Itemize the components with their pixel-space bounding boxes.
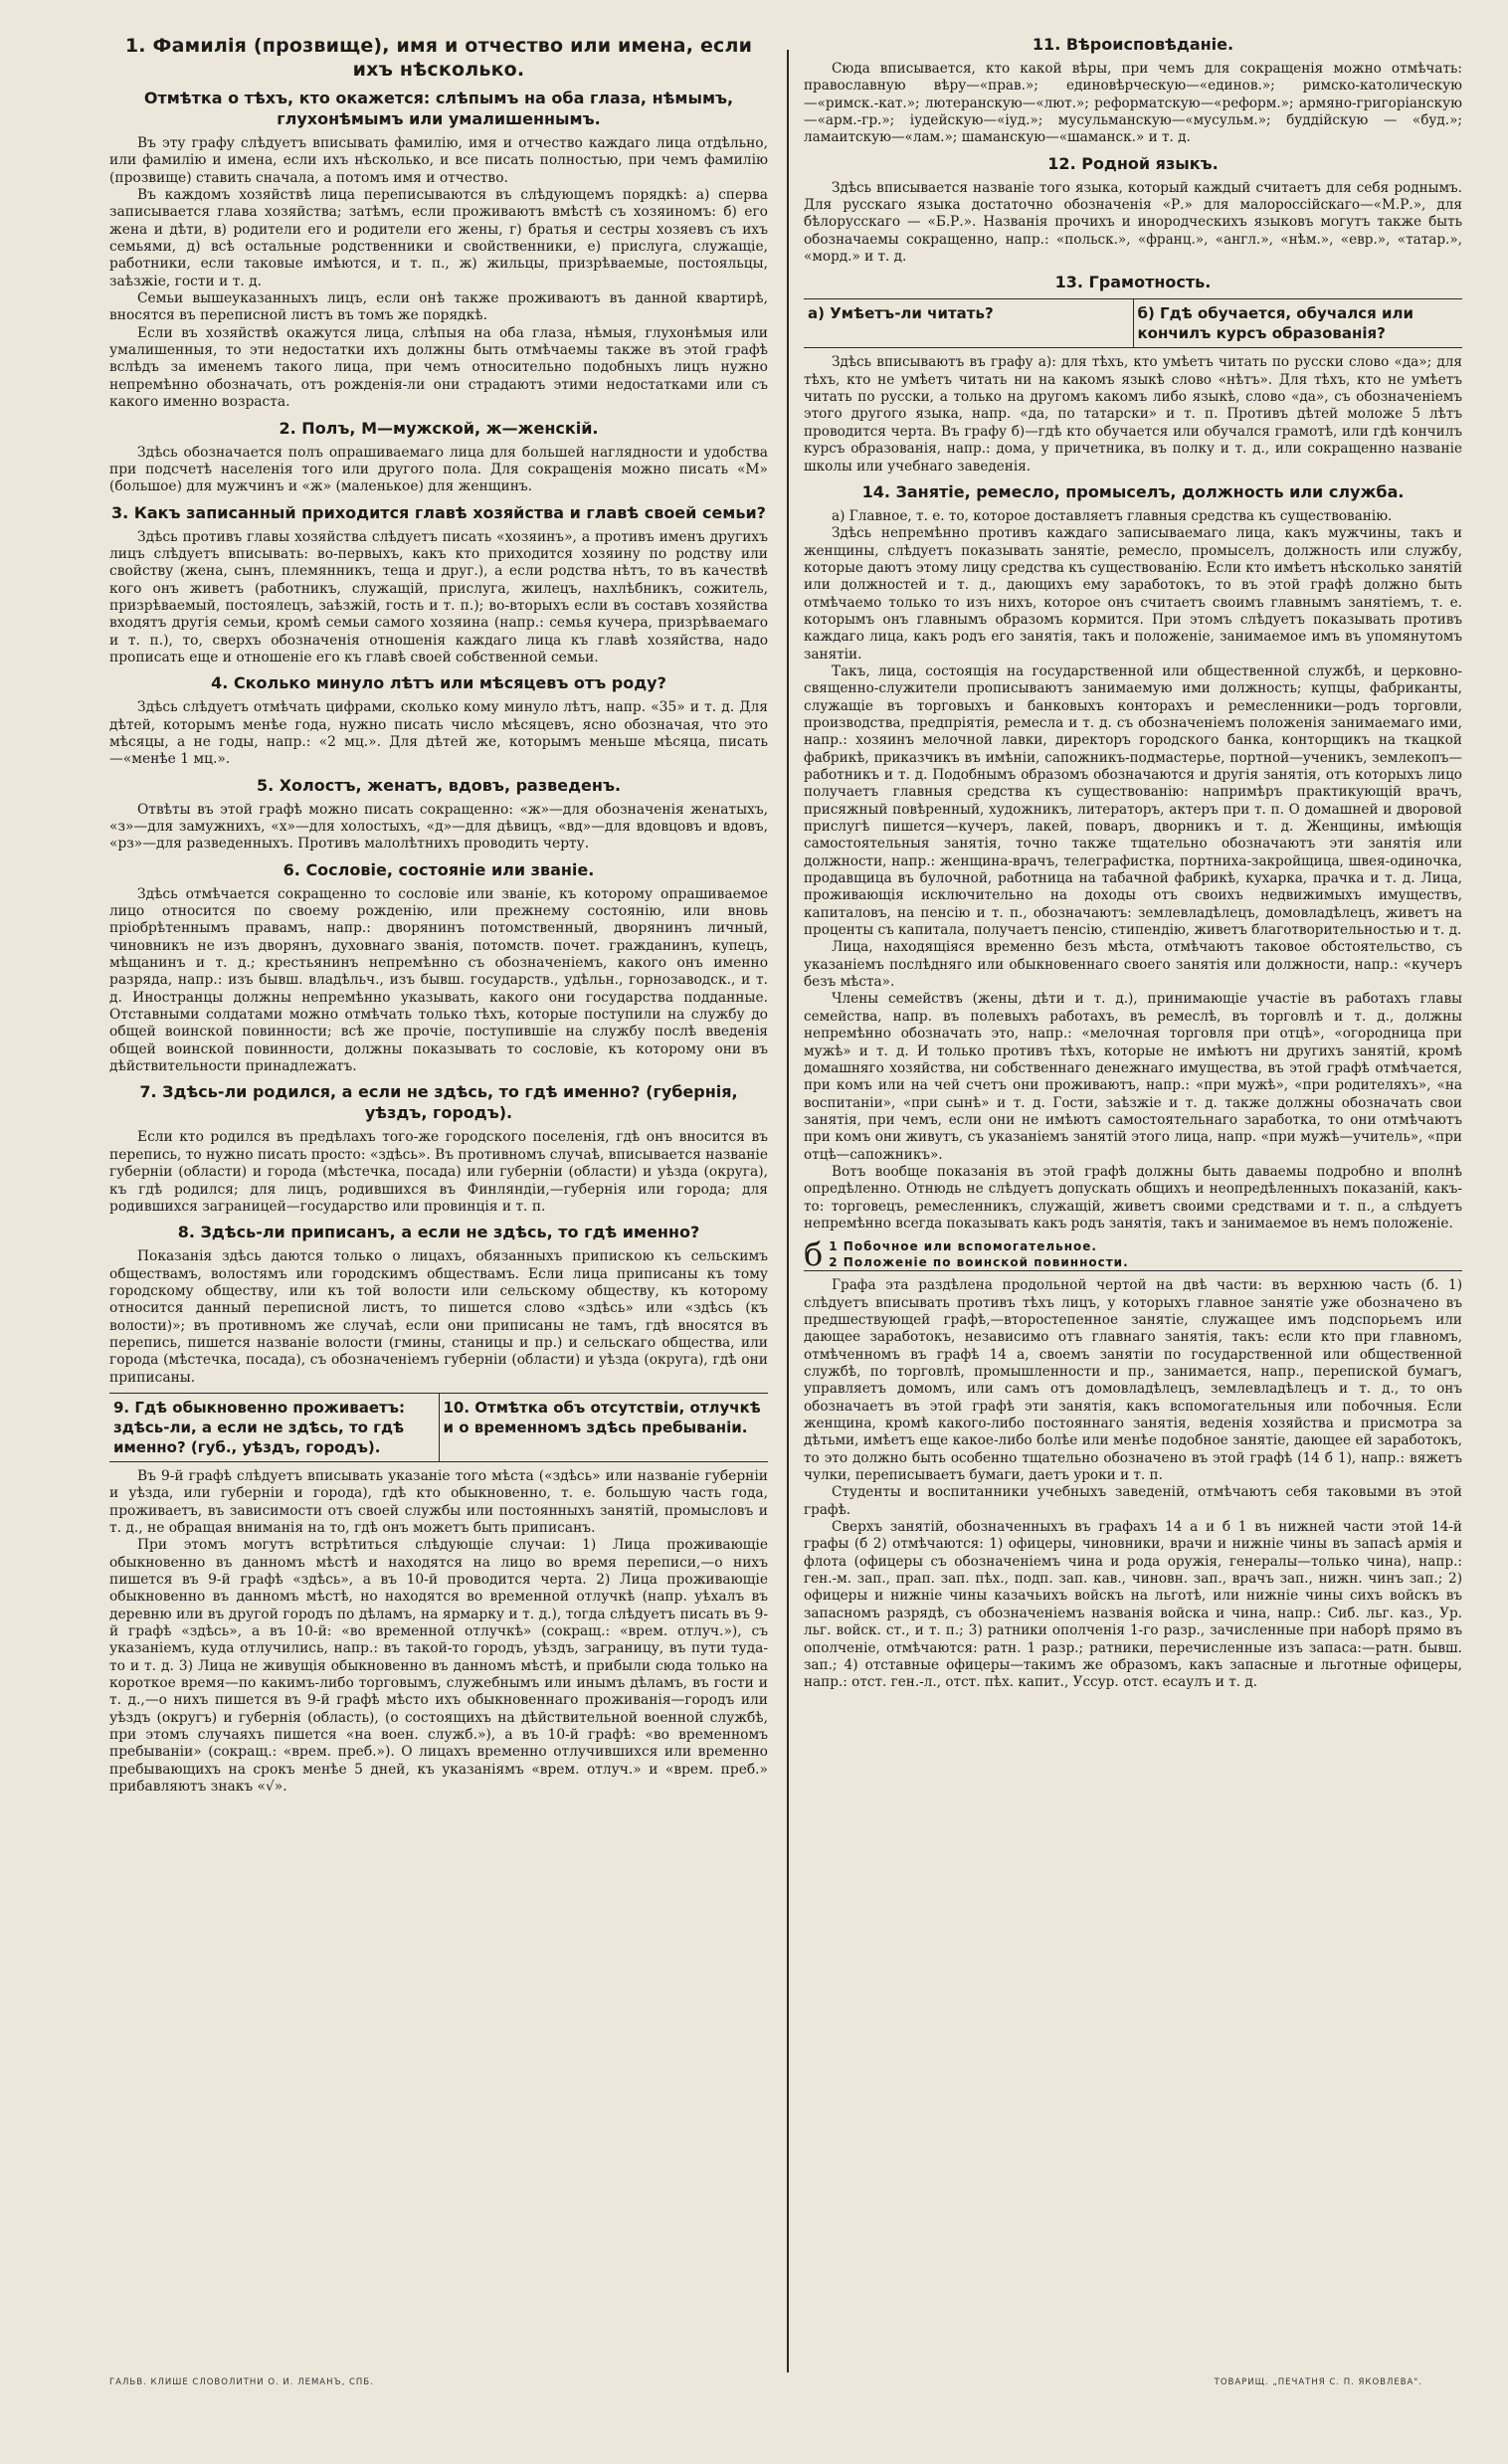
printer-note-left: ГАЛЬВ. КЛИШЕ СЛОВОЛИТНИ О. И. ЛЕМАНЪ, СПБ. [109, 2377, 374, 2387]
section-13b-cell [1133, 299, 1463, 347]
section-1-subheading: Отмѣтка о тѣхъ, кто окажется: слѣпымъ на оба глаза, нѣмымъ, глухонѣмымъ или умалишеннымъ. [143, 89, 734, 128]
section-4-para: Здѣсь слѣдуетъ отмѣчать цифрами, сколько кому минуло лѣтъ, напр. «35» и т. д. Для дѣтей, которымъ менѣе года, нужно писать число мѣсяцевъ, ясно обозначая, что это мѣсяцы, а не годы, напр.: «2 мц.». Для дѣтей же, которымъ меньше мѣсяца, писать—«менѣе 1 мц.». [109, 699, 768, 768]
section-14b-subheader [804, 1235, 1462, 1274]
section-13-para: Здѣсь вписываютъ въ графу а): для тѣхъ, кто умѣетъ читать по русски слово «да»; для тѣхъ, кто не умѣетъ читать ни на какомъ языкѣ слово «нѣтъ». Для тѣхъ, кто не умѣетъ читать по русски, а только на другомъ какомъ либо языкѣ, слово «да», съ обозначеніемъ этого другого языка, напр. «да, по татарски» и т. п. Противъ дѣтей моложе 5 лѣтъ проводится черта. Въ графу б)—гдѣ кто обучается или обучался грамотѣ, или гдѣ кончилъ курсъ образованія, напр.: дома, у причетника, въ полку и т. д., или сокращенно названіе школы или учебнаго заведенія. [804, 354, 1462, 474]
section-12-para: Здѣсь вписывается названіе того языка, который каждый считаетъ для себя роднымъ. Для русскаго языка достаточно обозначенія «Р.» для малороссійскаго—«М.Р.», для бѣлорусскаго — «Б.Р.». Названія прочихъ и инородческихъ языковъ могутъ также быть обозначаемы сокращенно, напр.: «польск.», «франц.», «англ.», «нѣм.», «евр.», «татар.», «морд.» и т. д. [804, 179, 1462, 266]
section-3-para: Здѣсь противъ главы хозяйства слѣдуетъ писать «хозяинъ», а противъ именъ другихъ лицъ слѣдуетъ вписывать: во-первыхъ, какъ кто приходится хозяину по родству или свойству (жена, сынъ, племянникъ, теща и друг.), а если родства нѣтъ, то въ качествѣ кого онъ живетъ (работникъ, служащій, прислуга, жилецъ, нахлѣбникъ, сожитель, призрѣваемый, постоялецъ, заѣзжій, гость и т. п.); во-вторыхъ если въ составъ хозяйства входятъ другія семьи, кромѣ семьи самого хозяина (напр.: семья кучера, призрѣваемаго и т. п.), то, сверхъ обозначенія отношенія каждаго лица къ главѣ хозяйства, надо прописать еще и отношеніе его къ главѣ своей собственной семьи. [109, 528, 768, 665]
section-14-para-4: Лица, находящіяся временно безъ мѣста, отмѣчаютъ таковое обстоятельство, съ указаніемъ послѣдняго или обыкновеннаго своего занятія или должности, напр.: «кучеръ безъ мѣста». [804, 939, 1462, 991]
section-14b2-label: 2 Положеніе по воинской повинности. [829, 1255, 1129, 1270]
section-14b-letter: б [804, 1235, 824, 1274]
section-9-heading: 9. Гдѣ обыкновенно проживаетъ: здѣсь-ли, а если не здѣсь, то гдѣ именно? (губ., уѣздъ, городъ). [113, 1398, 405, 1456]
section-7-para: Если кто родился въ предѣлахъ того-же городского поселенія, гдѣ онъ вносится въ перепись, то нужно писать просто: «здѣсь». Въ противномъ случаѣ, вписывается названіе губерніи (области) и города (мѣстечка, посада) или губерніи (области) и уѣзда (округа), къ гдѣ родился; для лицъ, родившихся въ Финляндіи,—губернія или города; для родившихся заграницей—государство или провинція и т. п. [109, 1129, 768, 1215]
section-11-para: Сюда вписывается, кто какой вѣры, при чемъ для сокращенія можно отмѣчать: православную вѣру—«прав.»; единовѣрческую—«единов.»; римско-католическую—«римск.-кат.»; лютеранскую—«лют.»; реформатскую—«реформ.»; армяно-григоріанскую—«арм.-гр.»; іудейскую—«іуд.»; мусульманскую—«мусульм.»; буддійскую — «буд.»; ламаитскую—«лам.»; шаманскую—«шаманск.» и т. д. [804, 61, 1462, 146]
section-1-para-3: Семьи вышеуказанныхъ лицъ, если онѣ также проживаютъ въ данной квартирѣ, вносятся въ переписной листъ въ томъ же порядкѣ. [109, 290, 768, 324]
section-13a-heading: а) Умѣетъ-ли читать? [808, 304, 994, 323]
right-column [804, 28, 1462, 1692]
column-divider [787, 50, 789, 2372]
section-14-heading: 14. Занятіе, ремесло, промыселъ, должность или служба. [861, 481, 1405, 501]
section-14-para-1: а) Главное, т. е. то, которое доставляетъ главныя средства къ существованію. [832, 507, 1393, 524]
section-9-para-2: При этомъ могутъ встрѣтиться слѣдующіе случаи: 1) Лица проживающіе обыкновенно въ данномъ мѣстѣ и находятся на лицо во время переписи,—о нихъ пишется въ 9-й графѣ «здѣсь», а въ 10-й проводится черта. 2) Лица проживающіе обыкновенно въ данномъ мѣстѣ, но находятся во временной отлучкѣ (напр. уѣхалъ въ деревню или въ другой городъ по дѣламъ, на ярмарку и т. д.), тогда слѣдуетъ писать въ 9-й графѣ «здѣсь», а въ 10-й: «во временной отлучкѣ» (сокращ.: «врем. отлуч.»), съ указаніемъ, куда отлучились, напр.: въ такой-то городъ, уѣздъ, заграницу, въ пути туда-то и т. д. 3) Лица не живущія обыкновенно въ данномъ мѣстѣ, и прибыли сюда только на короткое время—по какимъ-либо торговымъ, служебнымъ или инымъ дѣламъ, въ гости и т. д.,—о нихъ пишется въ 9-й графѣ мѣсто ихъ обыкновеннаго проживанія—городъ или уѣздъ (округъ) и губернія (область), (о состоящихъ на дѣйствительной военной службѣ, при этомъ случаяхъ пишется «на воен. служб.»), а въ 10-й графѣ: «во временномъ пребываніи» (сокращ.: «врем. преб.»). О лицахъ временно отлучившихся или временно пребывающихъ на срокъ менѣе 5 дней, къ указаніямъ «врем. отлуч.» и «врем. преб.» прибавляютъ знакъ «√». [109, 1537, 768, 1796]
section-14b1-label: 1 Побочное или вспомогательное. [829, 1239, 1097, 1254]
section-9-10-header [109, 1393, 768, 1462]
section-8-heading: 8. Здѣсь-ли приписанъ, а если не здѣсь, то гдѣ именно? [177, 1223, 700, 1242]
section-9-cell [109, 1394, 439, 1461]
section-14-para-2: Здѣсь непремѣнно противъ каждаго записываемаго лица, какъ мужчины, такъ и женщины, слѣдуетъ показывать занятіе, ремесло, промыселъ, должность или службу, которые даютъ этому лицу средства къ существованію. Если кто имѣетъ нѣсколько занятій или должностей и т. д., дающихъ ему заработокъ, то въ этой графѣ должно быть отмѣчаемо только то изъ нихъ, которое онъ считаетъ своимъ главнымъ занятіемъ, т. е. которымъ онъ главнымъ образомъ кормится. При этомъ слѣдуетъ показывать противъ каждаго лица, какъ родъ его занятія, такъ и положеніе, занимаемое имъ въ упомянутомъ занятіи. [804, 525, 1462, 663]
section-14b-para-2: Студенты и воспитанники учебныхъ заведеній, отмѣчаютъ себя таковыми въ этой графѣ. [804, 1484, 1462, 1518]
section-3-heading: 3. Какъ записанный приходится главѣ хозяйства и главѣ своей семьи? [111, 502, 766, 522]
section-6-heading: 6. Сословіе, состояніе или званіе. [283, 859, 595, 879]
section-10-cell [439, 1394, 769, 1461]
section-6-para: Здѣсь отмѣчается сокращенно то сословіе или званіе, къ которому опрашиваемое лицо относится по своему рожденію, или прежнему состоянію, или вновь пріобрѣтеннымъ правамъ, напр.: дворянинъ потомственный, дворянинъ личный, чиновникъ не изъ дворянъ, духовнаго званія, потомств. почет. гражданинъ, купецъ, мѣщанинъ и т. д.; крестьянинъ непремѣнно съ обозначеніемъ, какого онъ именно разряда, напр.: изъ бывш. владѣльч., изъ бывш. государств., удѣльн., горнозаводск., и т. д. Иностранцы должны непремѣнно указывать, какого они государства подданные. Отставными солдатами можно отмѣчать только тѣхъ, которые поступили на службу до общей воинской повинности; всѣ же прочіе, поступившіе на службу послѣ введенія общей воинской повинности, должны показывать то сословіе, къ которому они въ дѣйствительности принадлежатъ. [109, 885, 768, 1075]
section-8-para: Показанія здѣсь даются только о лицахъ, обязанныхъ припискою къ сельскимъ обществамъ, волостямъ или городскимъ обществамъ. Если лица приписаны къ тому городскому обществу, или къ той волости или сельскому обществу, къ которому относится данный переписной листъ, то пишется слово «здѣсь» или «здѣсь (къ волости)»; въ противномъ же случаѣ, если они приписаны не тамъ, гдѣ вносятся въ перепись, пишется названіе волости (гмины, станицы и пр.) и сельскаго общества, или города (мѣстечка, посада), съ обозначеніемъ губерніи (области) и уѣзда (округа), гдѣ они приписаны. [109, 1248, 768, 1386]
section-11-heading: 11. Вѣроисповѣданіе. [1032, 35, 1234, 54]
section-1-para-4: Если въ хозяйствѣ окажутся лица, слѣпыя на оба глаза, нѣмыя, глухонѣмыя или умалишенныя, то эти недостатки ихъ должны быть отмѣчаемы также въ этой графѣ вслѣдъ за именемъ такого лица, при чемъ относительно подобныхъ лицъ нужно непремѣнно обозначать, отъ рожденія-ли они страдаютъ этими недостатками или съ какого именно возраста. [109, 324, 768, 411]
section-5-heading: 5. Холостъ, женатъ, вдовъ, разведенъ. [256, 775, 622, 795]
section-2-para: Здѣсь обозначается полъ опрашиваемаго лица для большей наглядности и удобства при подсчетѣ населенія того или другого пола. Для сокращенія можно писать «М» (большое) для мужчинъ и «ж» (маленькое) для женщинъ. [109, 444, 768, 495]
section-9-para-1: Въ 9-й графѣ слѣдуетъ вписывать указаніе того мѣста («здѣсь» или названіе губерніи и уѣзда, или губерніи и города), гдѣ кто обыкновенно, т. е. большую часть года, проживаетъ, въ зависимости отъ своей службы или постоянныхъ занятій, промысловъ и т. д., не обращая вниманія на то, гдѣ онъ можетъ быть приписанъ. [109, 1467, 768, 1536]
section-13a-cell [804, 299, 1133, 347]
section-12-heading: 12. Родной языкъ. [1047, 153, 1219, 173]
section-10-heading: 10. Отмѣтка объ отсутствіи, отлучкѣ и о временномъ здѣсь пребываніи. [443, 1398, 761, 1436]
section-1-heading: 1. Фамилія (прозвище), имя и отчество или имена, если ихъ нѣсколько. [124, 35, 753, 81]
printer-note-right: ТОВАРИЩ. „ПЕЧАТНЯ С. П. ЯКОВЛЕВА". [1214, 2377, 1422, 2387]
section-2-heading: 2. Полъ, М—мужской, ж—женскій. [279, 418, 599, 438]
section-14-para-5: Члены семействъ (жены, дѣти и т. д.), принимающіе участіе въ работахъ главы семейства, напр. въ полевыхъ работахъ, въ ремеслѣ, въ торговлѣ и т. д., должны непремѣнно обозначать это, напр.: «мелочная торговля при отцѣ», «огородница при мужѣ» и т. д. И только противъ тѣхъ, которые не имѣютъ ни другихъ занятій, кромѣ домашняго хозяйства, ни собственнаго денежнаго имущества, въ этой графѣ отмѣчается, при комъ или на чей счетъ они проживаютъ, напр.: «при мужѣ», «при родителяхъ», «на воспитаніи», «при сынѣ» и т. д. Гости, заѣзжіе и т. д. также должны обозначать свои занятія, при чемъ, если они не имѣютъ самостоятельнаго заработка, то они отмѣчаютъ при комъ они живутъ, съ указаніемъ занятій этого лица, напр. «при мужѣ—учитель», «при отцѣ—сапожникъ». [804, 991, 1462, 1163]
section-13-subheader [804, 298, 1462, 348]
section-1-para-1: Въ эту графу слѣдуетъ вписывать фамилію, имя и отчество каждаго лица отдѣльно, или фамилію и имена, если ихъ нѣсколько, и все писать полностью, при чемъ фамилію (прозвище) ставить сначала, а потомъ имя и отчество. [109, 135, 768, 186]
section-4-heading: 4. Сколько минуло лѣтъ или мѣсяцевъ отъ роду? [211, 673, 666, 693]
section-14b-para-3: Сверхъ занятій, обозначенныхъ въ графахъ 14 а и б 1 въ нижней части этой 14-й графы (б 2) отмѣчаются: 1) офицеры, чиновники, врачи и нижніе чины въ запасѣ армія и флота (офицеры съ обозначеніемъ чина и рода оружія, генералы—только чина), напр.: ген.-м. зап., прап. зап. пѣх., подп. зап. кав., чиновн. зап., врачъ зап., нижн. чинъ зап.; 2) офицеры и нижніе чины казачьихъ войскъ на льготѣ, или нижніе чины сихъ войскъ въ запасномъ разрядѣ, съ обозначеніемъ названія войска и чина, напр.: Сиб. льг. каз., Ур. льг. войск. ст., и т. п.; 3) ратники ополченія 1-го разр., зачисленные при наборѣ прямо въ ополченіе, отмѣчаются: ратн. 1 разр.; ратники, перечисленные изъ запаса:—ратн. бывш. зап.; 4) отставные офицеры—такимъ же образомъ, какъ запасные и льготные офицеры, напр.: отст. ген.-л., отст. пѣх. капит., Уссур. отст. есаулъ и т. д. [804, 1519, 1462, 1691]
section-13-heading: 13. Грамотность. [1054, 273, 1212, 292]
section-5-para: Отвѣты въ этой графѣ можно писать сокращенно: «ж»—для обозначенія женатыхъ, «з»—для замужнихъ, «х»—для холостыхъ, «д»—для дѣвицъ, «вд»—для вдовцовъ и вдовъ, «рз»—для разведенныхъ. Противъ малолѣтнихъ проводить черту. [109, 801, 768, 853]
section-14b-para-1: Графа эта раздѣлена продольной чертой на двѣ части: въ верхнюю часть (б. 1) слѣдуетъ вписывать противъ тѣхъ лицъ, у которыхъ главное занятіе уже обозначено въ предшествующей графѣ,—второстепенное занятіе, служащее имъ подспорьемъ или дающее заработокъ, независимо отъ главнаго занятія, такъ: если кто при главномъ, отмѣченномъ въ графѣ 14 а, своемъ занятіи по государственной или общественной службѣ, по торговлѣ, промышленности и пр., занимается, напр., перепиской бумагъ, управляетъ домомъ, или самъ отъ домовладѣлецъ, землевладѣлецъ и т. д., то онъ обозначаетъ въ этой графѣ эти занятія, какъ вспомогательныя или побочныя. Если женщина, кромѣ какого-либо постояннаго занятія, веденія хозяйства и присмотра за дѣтьми, имѣетъ еще какое-либо болѣе или менѣе подобное занятіе, дающее ей заработокъ, то это должно быть особенно тщательно обозначено въ этой графѣ (14 б 1), напр.: вяжетъ чулки, переписываетъ бумаги, даетъ уроки и т. п. [804, 1277, 1462, 1484]
census-instruction-sheet [70, 28, 1462, 2415]
section-7-heading: 7. Здѣсь-ли родился, а если не здѣсь, то гдѣ именно? (губернія, уѣздъ, городъ). [139, 1082, 738, 1123]
section-14-para-6: Вотъ вообще показанія въ этой графѣ должны быть даваемы подробно и вполнѣ опредѣленно. Отнюдь не слѣдуетъ допускать общихъ и неопредѣленныхъ показаній, какъ-то: торговецъ, ремесленникъ, служащій, живетъ своими средствами и т. п., а слѣдуетъ непремѣнно всегда показывать какъ родъ занятія, такъ и занимаемое въ немъ положеніе. [804, 1163, 1462, 1232]
section-1-para-2: Въ каждомъ хозяйствѣ лица переписываются въ слѣдующемъ порядкѣ: а) сперва записывается глава хозяйства; затѣмъ, если проживаютъ вмѣстѣ съ хозяиномъ: б) его жена и дѣти, в) родители его и родители его жены, г) братья и сестры хозяевъ съ ихъ семьями, д) всѣ остальные родственники и свойственники, е) прислуга, служащіе, работники, если таковые имѣются, и т. п., ж) жильцы, призрѣваемые, постояльцы, заѣзжіе, гости и т. д. [109, 187, 768, 289]
section-14-para-3: Такъ, лица, состоящія на государственной или общественной службѣ, и церковно-священно-служители прописываютъ занимаемую ими должность; купцы, фабриканты, служащіе въ торговыхъ и банковыхъ конторахъ и ремесленники—родъ торговли, производства, предпріятія, ремесла и т. д. съ обозначеніемъ положенія занимаемаго ими, напр.: хозяинъ мелочной лавки, директоръ городского банка, конторщикъ на ткацкой фабрикѣ, приказчикъ въ имѣніи, сапожникъ-подмастерье, портной—ученикъ, землекопъ—работникъ и т. д. Подобнымъ образомъ обозначаются и другія занятія, отъ которыхъ лицо получаетъ главныя средства къ существованію: напримѣръ практикующій врачъ, присяжный повѣренный, художникъ, литераторъ, актеръ при т. п. О домашней и дворовой прислугѣ пишется—кучеръ, лакей, поваръ, дворникъ и т. д. Женщины, имѣющія самостоятельныя занятія, точно также тщательно обозначаютъ эти занятія или должности, напр.: женщина-врачъ, телеграфистка, портниха-закройщица, швея-одиночка, продавщица въ булочной, работница на табачной фабрикѣ, кухарка, прачка и т. д. Лица, проживающія исключительно на доходы отъ своихъ недвижимыхъ имуществъ, капиталовъ, на пенсію и т. п., обозначаютъ: землевладѣлецъ, домовладѣлецъ, живетъ на проценты съ капитала, получаетъ пенсію, стипендію, живетъ благотворительностью и т. д. [804, 663, 1462, 939]
section-13b-heading: б) Гдѣ обучается, обучался или кончилъ курсъ образованія? [1137, 304, 1414, 343]
left-column [109, 28, 768, 1796]
